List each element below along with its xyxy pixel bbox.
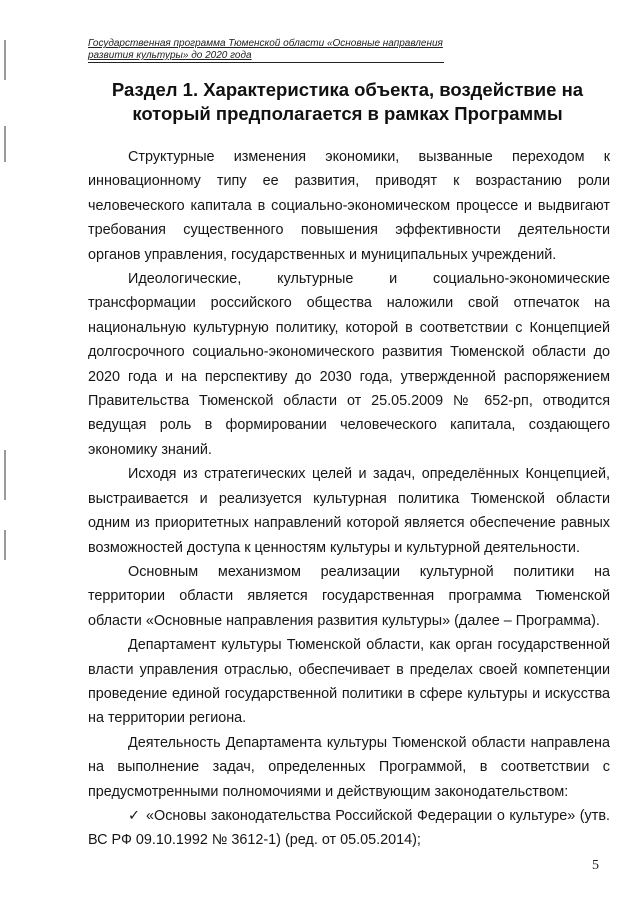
section-title: Раздел 1. Характеристика объекта, воздействие на который предполагается в рамках Программы — [111, 79, 584, 124]
paragraph: Идеологические, культурные и социально-экономические трансформации российского общества наложили свой отпечаток на национальную культурную политику, которой в соответствии с Концепцией долгосрочного социально-экономического развития Тюменской области до 2020 года и на перспективу до 2030 года, утвержденной распоряжением Правительства Тюменской области от 25.05.2009 № 652-рп, отводится ведущая роль в формировании человеческого капитала, создающего экономику знаний. — [88, 271, 610, 458]
paragraph: Исходя из стратегических целей и задач, определённых Концепцией, выстраивается и реализуется культурная политика Тюменской области одним из приоритетных направлений которой является обеспечение равных возможностей доступа к ценностям культуры и культурной деятельности. — [88, 466, 610, 556]
paragraph: Департамент культуры Тюменской области, как орган государственной власти управления отраслью, обеспечивает в пределах своей компетенции проведение единой государственной политики в сфере культуры и искусства на территории региона. — [88, 637, 610, 727]
paragraph: Основным механизмом реализации культурной политики на территории области является государственная программа Тюменской области «Основные направления развития культуры» (далее – Программа). — [88, 563, 610, 629]
running-header-line-2: развития культуры» до 2020 года — [88, 50, 252, 61]
running-header — [88, 38, 444, 62]
scan-edge-marks — [4, 30, 6, 890]
checkmark-icon: ✓ — [128, 807, 141, 824]
header-rule — [88, 62, 444, 63]
body-text — [88, 145, 610, 853]
list-item-text: «Основы законодательства Российской Федерации о культуре» (утв. ВС РФ 09.10.1992 № 3612-1) (ред. от 05.05.2014); — [88, 807, 610, 849]
paragraph: Структурные изменения экономики, вызванные переходом к инновационному типу ее развития, приводят к возрастанию роли человеческого капитала в социально-экономическом процессе и выдвигают требования существенного повышения эффективности деятельности органов управления, государственных и муниципальных учреждений. — [88, 149, 610, 263]
running-header-line-1: Государственная программа Тюменской области «Основные направления — [88, 38, 443, 49]
list-item — [88, 804, 610, 853]
page-number: 5 — [592, 858, 599, 873]
paragraph: Деятельность Департамента культуры Тюменской области направлена на выполнение задач, определенных Программой, в соответствии с предусмотренными полномочиями и действующим законодательством: — [88, 734, 610, 800]
